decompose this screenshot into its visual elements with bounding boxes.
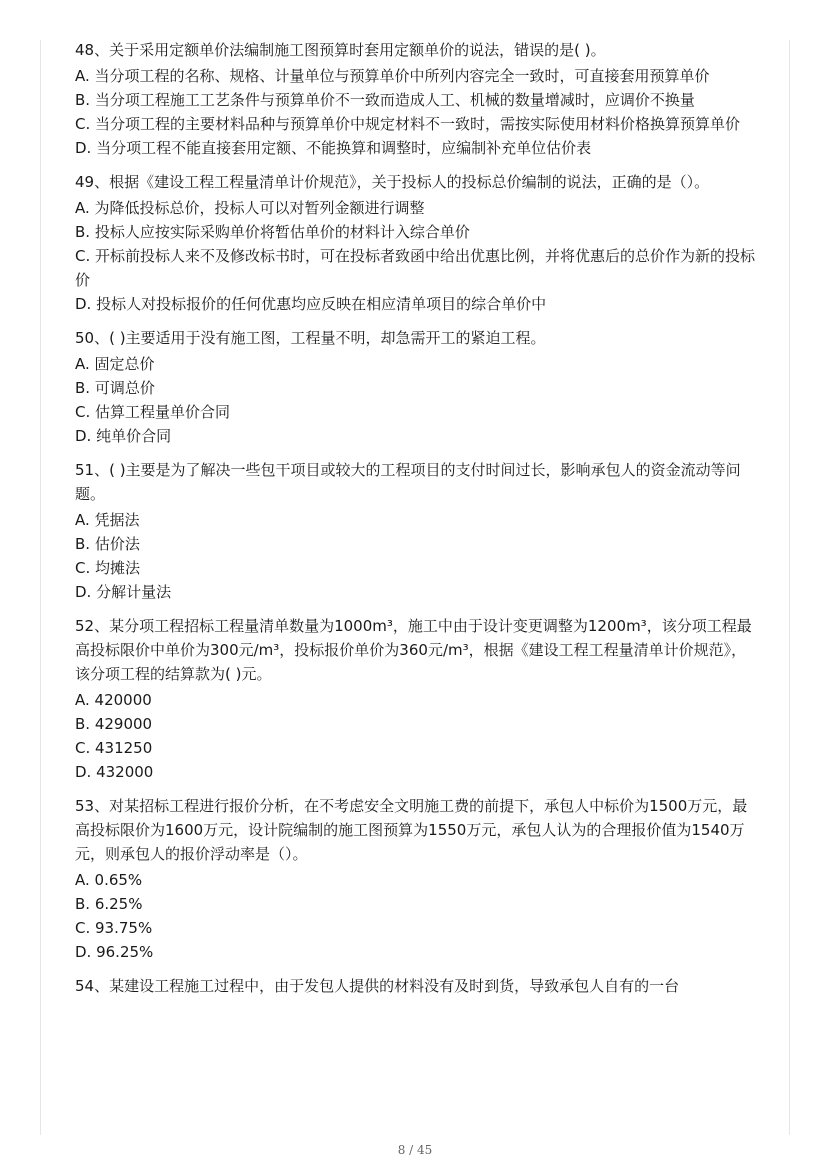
option-d: D. 96.25% — [75, 943, 154, 961]
option-a: A. 0.65% — [75, 871, 143, 889]
question-52 — [75, 614, 755, 784]
option-d: D. 分解计量法 — [75, 583, 172, 601]
page-number: 8 / 45 — [397, 1143, 433, 1157]
option-a: A. 为降低投标总价，投标人可以对暂列金额进行调整 — [75, 199, 425, 217]
option-d: D. 432000 — [75, 763, 154, 781]
right-margin-rule — [789, 40, 790, 1135]
option-a: A. 固定总价 — [75, 355, 155, 373]
option-b: B. 估价法 — [75, 535, 140, 553]
question-list — [75, 38, 755, 1008]
question-51 — [75, 458, 755, 604]
question-stem: 49、根据《建设工程工程量清单计价规范》，关于投标人的投标总价编制的说法，正确的是（）。 — [75, 173, 710, 191]
option-a: A. 当分项工程的名称、规格、计量单位与预算单价中所列内容完全一致时，可直接套用预算单价 — [75, 67, 710, 85]
question-stem: 48、关于采用定额单价法编制施工图预算时套用定额单价的说法，错误的是( )。 — [75, 41, 606, 59]
option-c: C. 93.75% — [75, 919, 153, 937]
option-b: B. 6.25% — [75, 895, 143, 913]
question-54 — [75, 974, 755, 998]
option-b: B. 可调总价 — [75, 379, 155, 397]
option-b: B. 投标人应按实际采购单价将暂估单价的材料计入综合单价 — [75, 223, 470, 241]
option-d: D. 投标人对投标报价的任何优惠均应反映在相应清单项目的综合单价中 — [75, 295, 547, 313]
question-53 — [75, 794, 755, 964]
question-48 — [75, 38, 755, 160]
question-stem: 53、对某招标工程进行报价分析，在不考虑安全文明施工费的前提下，承包人中标价为1500万元，最高投标限价为1600万元，设计院编制的施工图预算为1550万元，承包人认为的合理报价值为1540万元，则承包人的报价浮动率是（）。 — [75, 797, 748, 863]
question-50 — [75, 326, 755, 448]
option-b: B. 429000 — [75, 715, 153, 733]
question-stem: 52、某分项工程招标工程量清单数量为1000m³，施工中由于设计变更调整为1200m³，该分项工程最高投标限价中单价为300元/m³，投标报价单价为360元/m³，根据《建设工程工程量清单计价规范》，该分项工程的结算款为( )元。 — [75, 617, 752, 683]
option-d: D. 当分项工程不能直接套用定额、不能换算和调整时，应编制补充单位估价表 — [75, 139, 592, 157]
option-a: A. 凭据法 — [75, 511, 140, 529]
option-b: B. 当分项工程施工工艺条件与预算单价不一致而造成人工、机械的数量增减时，应调价不换量 — [75, 91, 695, 109]
option-c: C. 431250 — [75, 739, 153, 757]
option-c: C. 当分项工程的主要材料品种与预算单价中规定材料不一致时，需按实际使用材料价格换算预算单价 — [75, 115, 741, 133]
option-a: A. 420000 — [75, 691, 152, 709]
question-stem: 54、某建设工程施工过程中，由于发包人提供的材料没有及时到货，导致承包人自有的一台 — [75, 977, 680, 995]
question-stem: 50、( )主要适用于没有施工图，工程量不明，却急需开工的紧迫工程。 — [75, 329, 546, 347]
option-d: D. 纯单价合同 — [75, 427, 172, 445]
option-c: C. 均摊法 — [75, 559, 141, 577]
question-stem: 51、( )主要是为了解决一些包干项目或较大的工程项目的支付时间过长，影响承包人的资金流动等问题。 — [75, 461, 741, 503]
left-margin-rule — [40, 40, 41, 1135]
option-c: C. 估算工程量单价合同 — [75, 403, 231, 421]
option-c: C. 开标前投标人来不及修改标书时，可在投标者致函中给出优惠比例，并将优惠后的总价作为新的投标价 — [75, 247, 756, 289]
question-49 — [75, 170, 755, 316]
